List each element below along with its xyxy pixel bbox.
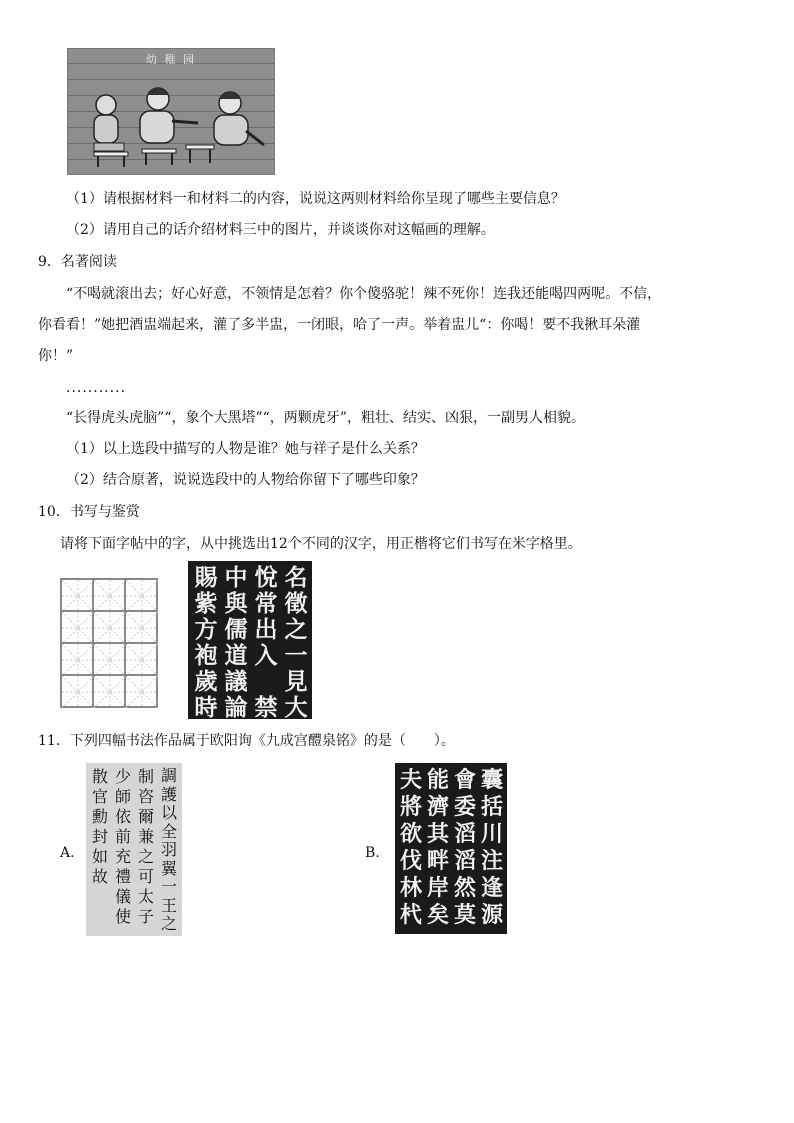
q9-title: 9．名著阅读 bbox=[38, 254, 117, 270]
option-b-char: 囊 bbox=[480, 767, 503, 793]
option-b-char: 林 bbox=[399, 875, 422, 901]
option-b-char: 委 bbox=[453, 794, 476, 820]
option-b-char: 滔 bbox=[453, 821, 476, 847]
mizi-writing-grid[interactable] bbox=[60, 578, 158, 708]
q8-subquestion-1: （1）请根据材料一和材料二的内容，说说这两则材料给你呈现了哪些主要信息？ bbox=[66, 191, 565, 207]
q9-passage-line-1: “不喝就滚出去；好心好意，不领情是怎着？你个傻骆驼！辣不死你！连我还能喝四两呢。不信， bbox=[66, 286, 662, 302]
option-a-char: 充 bbox=[114, 847, 131, 866]
option-a-char: 之 bbox=[160, 914, 177, 933]
option-b-char: 會 bbox=[453, 767, 476, 793]
option-a-char: 以 bbox=[160, 803, 177, 822]
option-a-char: 官 bbox=[91, 787, 108, 806]
option-a-char: 羽 bbox=[160, 840, 177, 859]
mizi-cell[interactable] bbox=[61, 675, 93, 707]
option-b-char: 然 bbox=[453, 875, 476, 901]
tablet-column-1 bbox=[282, 565, 310, 719]
tablet-char: 入 bbox=[254, 642, 278, 669]
option-b-char: 杙 bbox=[399, 902, 422, 928]
material-three-cartoon bbox=[67, 48, 275, 175]
mizi-cell[interactable] bbox=[125, 675, 157, 707]
mizi-cell[interactable] bbox=[125, 579, 157, 611]
mizi-cell[interactable] bbox=[61, 579, 93, 611]
option-b-char: 莫 bbox=[453, 902, 476, 928]
option-b-char: 注 bbox=[480, 848, 503, 874]
q8-subquestion-2: （2）请用自己的话介绍材料三中的图片，并谈谈你对这幅画的理解。 bbox=[66, 222, 495, 238]
tablet-char: 賜 bbox=[194, 564, 218, 591]
mizi-cell[interactable] bbox=[93, 675, 125, 707]
q9-subquestion-1: （1）以上选段中描写的人物是谁？她与祥子是什么关系？ bbox=[66, 441, 425, 457]
option-a-char: 勳 bbox=[91, 807, 108, 826]
option-b-column-4 bbox=[398, 767, 424, 929]
option-b-char: 欲 bbox=[399, 821, 422, 847]
option-b-char: 川 bbox=[480, 821, 503, 847]
option-a-char: 依 bbox=[114, 807, 131, 826]
option-b-char: 矣 bbox=[426, 902, 449, 928]
tablet-char: 時 bbox=[194, 694, 218, 719]
tablet-char: 出 bbox=[254, 616, 278, 643]
q10-instruction: 请将下面字帖中的字，从中挑选出12个不同的汉字，用正楷将它们书写在米字格里。 bbox=[60, 536, 582, 552]
option-a-char: 王 bbox=[160, 895, 177, 915]
tablet-char: 大 bbox=[284, 694, 308, 719]
tablet-char: 與 bbox=[224, 590, 248, 617]
option-a-char: 禮 bbox=[114, 867, 131, 886]
cartoon-sign-text: 幼 稚 园 bbox=[146, 53, 196, 66]
tablet-char: 中 bbox=[224, 564, 248, 591]
mizi-cell[interactable] bbox=[93, 611, 125, 643]
q9-passage-line-2: 你看看！”她把酒盅端起来，灌了多半盅，一闭眼，哈了一声。举着盅儿“：你喝！要不我揪耳朵灌 bbox=[38, 317, 641, 333]
option-a-char: 翼 bbox=[160, 858, 177, 878]
option-a-char: 師 bbox=[114, 787, 131, 806]
tablet-char: 道 bbox=[224, 642, 248, 669]
mizi-cell[interactable] bbox=[61, 611, 93, 643]
option-a-column-3 bbox=[112, 767, 134, 927]
option-b-column-3 bbox=[425, 767, 451, 929]
tablet-column-4 bbox=[192, 565, 220, 719]
option-b-char: 將 bbox=[399, 794, 422, 820]
option-b-calligraphy-image[interactable] bbox=[395, 763, 507, 934]
option-a-char: 調 bbox=[160, 766, 177, 785]
calligraphy-copybook-tablet bbox=[188, 561, 312, 719]
tablet-char: 歲 bbox=[194, 668, 218, 695]
option-b-column-2 bbox=[452, 767, 478, 929]
option-b-char: 源 bbox=[480, 902, 503, 928]
cartoon-figures-illustration bbox=[68, 49, 274, 174]
option-a-char: 封 bbox=[91, 827, 108, 846]
option-b-char: 其 bbox=[426, 821, 449, 847]
tablet-char: 論 bbox=[224, 694, 248, 719]
option-b-char: 濟 bbox=[426, 794, 449, 820]
tablet-char: 名 bbox=[284, 564, 308, 591]
q10-title: 10．书写与鉴赏 bbox=[38, 504, 140, 520]
q9-ellipsis: ........... bbox=[66, 380, 126, 396]
option-a-char: 護 bbox=[160, 784, 177, 804]
option-a-char: 之 bbox=[137, 847, 154, 866]
option-a-char: 使 bbox=[114, 907, 131, 926]
tablet-char: 見 bbox=[284, 668, 308, 695]
option-a-label[interactable]: A. bbox=[60, 845, 75, 861]
tablet-char: 一 bbox=[284, 642, 308, 669]
tablet-column-2 bbox=[252, 565, 280, 719]
option-b-char: 岸 bbox=[426, 875, 449, 901]
mizi-cell[interactable] bbox=[93, 643, 125, 675]
option-b-char: 畔 bbox=[426, 848, 449, 874]
q9-passage-2: “长得虎头虎脑”“，象个大黑塔”“，两颗虎牙”，粗壮、结实、凶狠，一副男人相貌。 bbox=[66, 410, 585, 426]
q9-passage-line-3: 你！” bbox=[38, 348, 74, 364]
option-a-column-1 bbox=[158, 767, 180, 934]
tablet-char: 儒 bbox=[224, 616, 248, 643]
option-a-char: 儀 bbox=[114, 887, 131, 906]
option-a-char: 前 bbox=[114, 827, 131, 846]
option-a-char: 一 bbox=[160, 877, 177, 896]
tablet-char: 之 bbox=[284, 616, 308, 643]
option-b-label[interactable]: B. bbox=[365, 845, 380, 861]
tablet-char: 方 bbox=[194, 616, 218, 643]
option-b-char: 括 bbox=[480, 794, 503, 820]
option-a-char: 咨 bbox=[137, 787, 154, 806]
tablet-char: 常 bbox=[254, 590, 278, 617]
option-b-char: 逢 bbox=[480, 875, 503, 901]
q11-title: 11．下列四幅书法作品属于欧阳询《九成宫醴泉铭》的是（ ）。 bbox=[38, 733, 455, 749]
tablet-char: 徵 bbox=[284, 590, 308, 617]
tablet-char: 禁 bbox=[254, 694, 278, 719]
option-a-char: 故 bbox=[91, 867, 108, 886]
mizi-cell[interactable] bbox=[125, 643, 157, 675]
mizi-cell[interactable] bbox=[93, 579, 125, 611]
option-a-char: 太 bbox=[137, 887, 154, 906]
option-a-column-4 bbox=[89, 767, 111, 887]
option-a-char: 兼 bbox=[137, 827, 154, 846]
option-b-char: 能 bbox=[426, 767, 449, 793]
option-a-char: 子 bbox=[137, 907, 154, 926]
option-b-column-1 bbox=[479, 767, 505, 929]
option-a-char: 制 bbox=[137, 767, 154, 786]
option-a-char: 如 bbox=[91, 847, 108, 866]
option-b-char: 滔 bbox=[453, 848, 476, 874]
option-b-char: 伐 bbox=[399, 848, 422, 874]
option-a-char: 全 bbox=[160, 821, 177, 841]
tablet-char: 議 bbox=[224, 668, 248, 695]
option-a-char: 散 bbox=[91, 767, 108, 786]
option-a-column-2 bbox=[135, 767, 157, 927]
option-a-char: 少 bbox=[114, 767, 131, 786]
option-a-calligraphy-image[interactable] bbox=[86, 763, 182, 936]
option-a-char: 爾 bbox=[137, 807, 154, 826]
mizi-cell[interactable] bbox=[61, 643, 93, 675]
tablet-column-3 bbox=[222, 565, 250, 719]
tablet-char: 袍 bbox=[194, 642, 218, 669]
option-b-char: 夫 bbox=[399, 767, 422, 793]
option-a-char: 可 bbox=[137, 867, 154, 886]
mizi-cell[interactable] bbox=[125, 611, 157, 643]
tablet-char: 紫 bbox=[194, 590, 218, 617]
tablet-char: 悅 bbox=[254, 564, 278, 591]
q9-subquestion-2: （2）结合原著，说说选段中的人物给你留下了哪些印象？ bbox=[66, 472, 425, 488]
